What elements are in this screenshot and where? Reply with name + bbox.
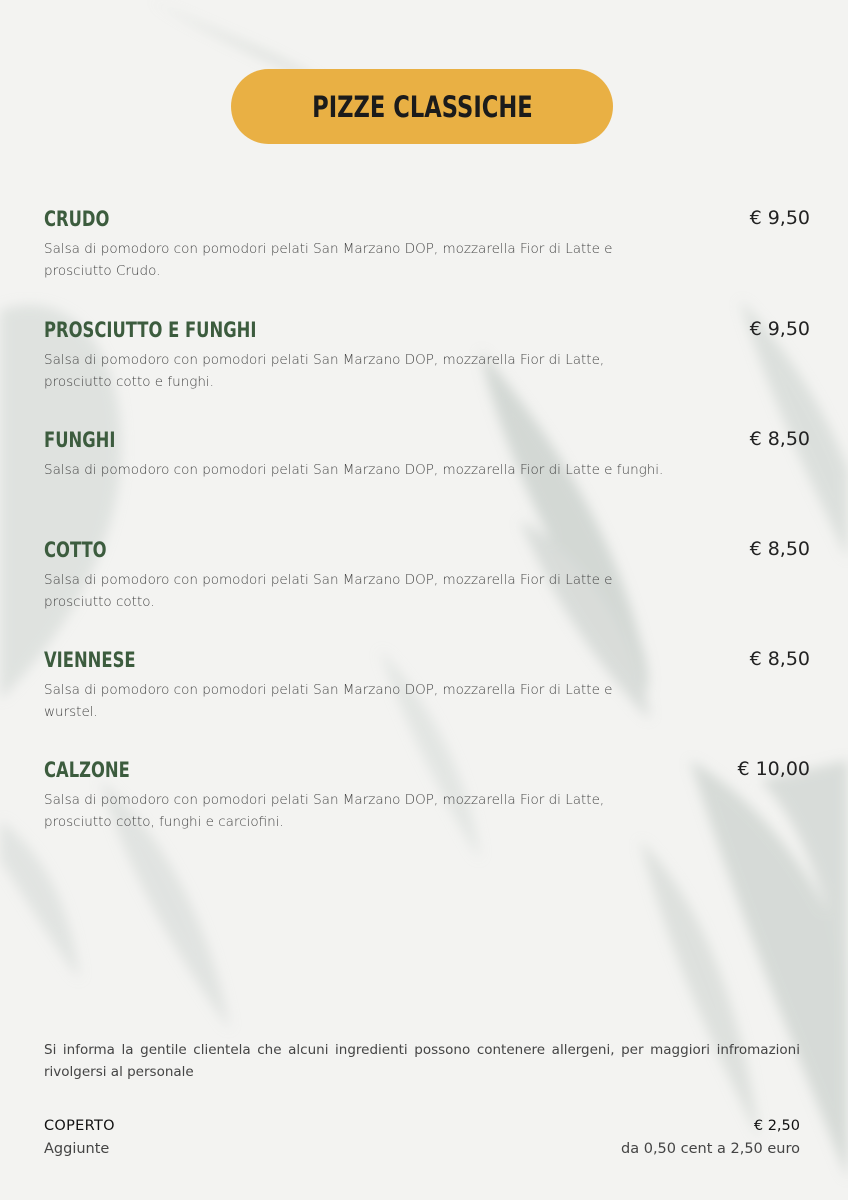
menu-item-description: Salsa di pomodoro con pomodori pelati San Marzano DOP, mozzarella Fior di Latte e prosciutto cotto.: [44, 572, 613, 610]
menu-item: [44, 318, 810, 398]
menu-item-name: PROSCIUTTO E FUNGHI: [44, 318, 257, 342]
menu-item-description: Salsa di pomodoro con pomodori pelati San Marzano DOP, mozzarella Fior di Latte, prosciutto cotto, funghi e carciofini.: [44, 792, 605, 830]
menu-item-price: € 8,50: [749, 648, 810, 670]
menu-item-price: € 8,50: [749, 428, 810, 450]
menu-item-name: CALZONE: [44, 758, 130, 782]
aggiunte-price: da 0,50 cent a 2,50 euro: [621, 1141, 800, 1157]
menu-item-price: € 10,00: [737, 758, 810, 780]
menu-item-description: Salsa di pomodoro con pomodori pelati San Marzano DOP, mozzarella Fior di Latte e prosciutto Crudo.: [44, 241, 613, 279]
coperto-label: COPERTO: [44, 1118, 115, 1134]
menu-item: [44, 428, 810, 508]
menu-item-price: € 9,50: [749, 318, 810, 340]
menu-item-name: FUNGHI: [44, 428, 116, 452]
aggiunte-label: Aggiunte: [44, 1141, 110, 1157]
menu-item-name: COTTO: [44, 538, 107, 562]
menu-item-name: CRUDO: [44, 207, 110, 231]
section-title-pill: [231, 69, 613, 144]
menu-item-price: € 9,50: [749, 207, 810, 229]
menu-item-description: Salsa di pomodoro con pomodori pelati San Marzano DOP, mozzarella Fior di Latte e wurstel.: [44, 682, 613, 720]
menu-item: [44, 207, 810, 287]
menu-item: [44, 648, 810, 728]
menu-item-description: Salsa di pomodoro con pomodori pelati San Marzano DOP, mozzarella Fior di Latte, prosciutto cotto e funghi.: [44, 352, 605, 390]
menu-item: [44, 538, 810, 618]
section-title: PIZZE CLASSICHE: [311, 89, 533, 124]
allergen-notice: Si informa la gentile clientela che alcuni ingredienti possono contenere allergeni, per maggiori infromazioni rivolgersi al personale: [44, 1042, 800, 1080]
menu-item-name: VIENNESE: [44, 648, 136, 672]
coperto-price: € 2,50: [753, 1118, 800, 1134]
menu-item-description: Salsa di pomodoro con pomodori pelati San Marzano DOP, mozzarella Fior di Latte e funghi.: [44, 462, 664, 478]
menu-item-price: € 8,50: [749, 538, 810, 560]
menu-item: [44, 758, 810, 838]
